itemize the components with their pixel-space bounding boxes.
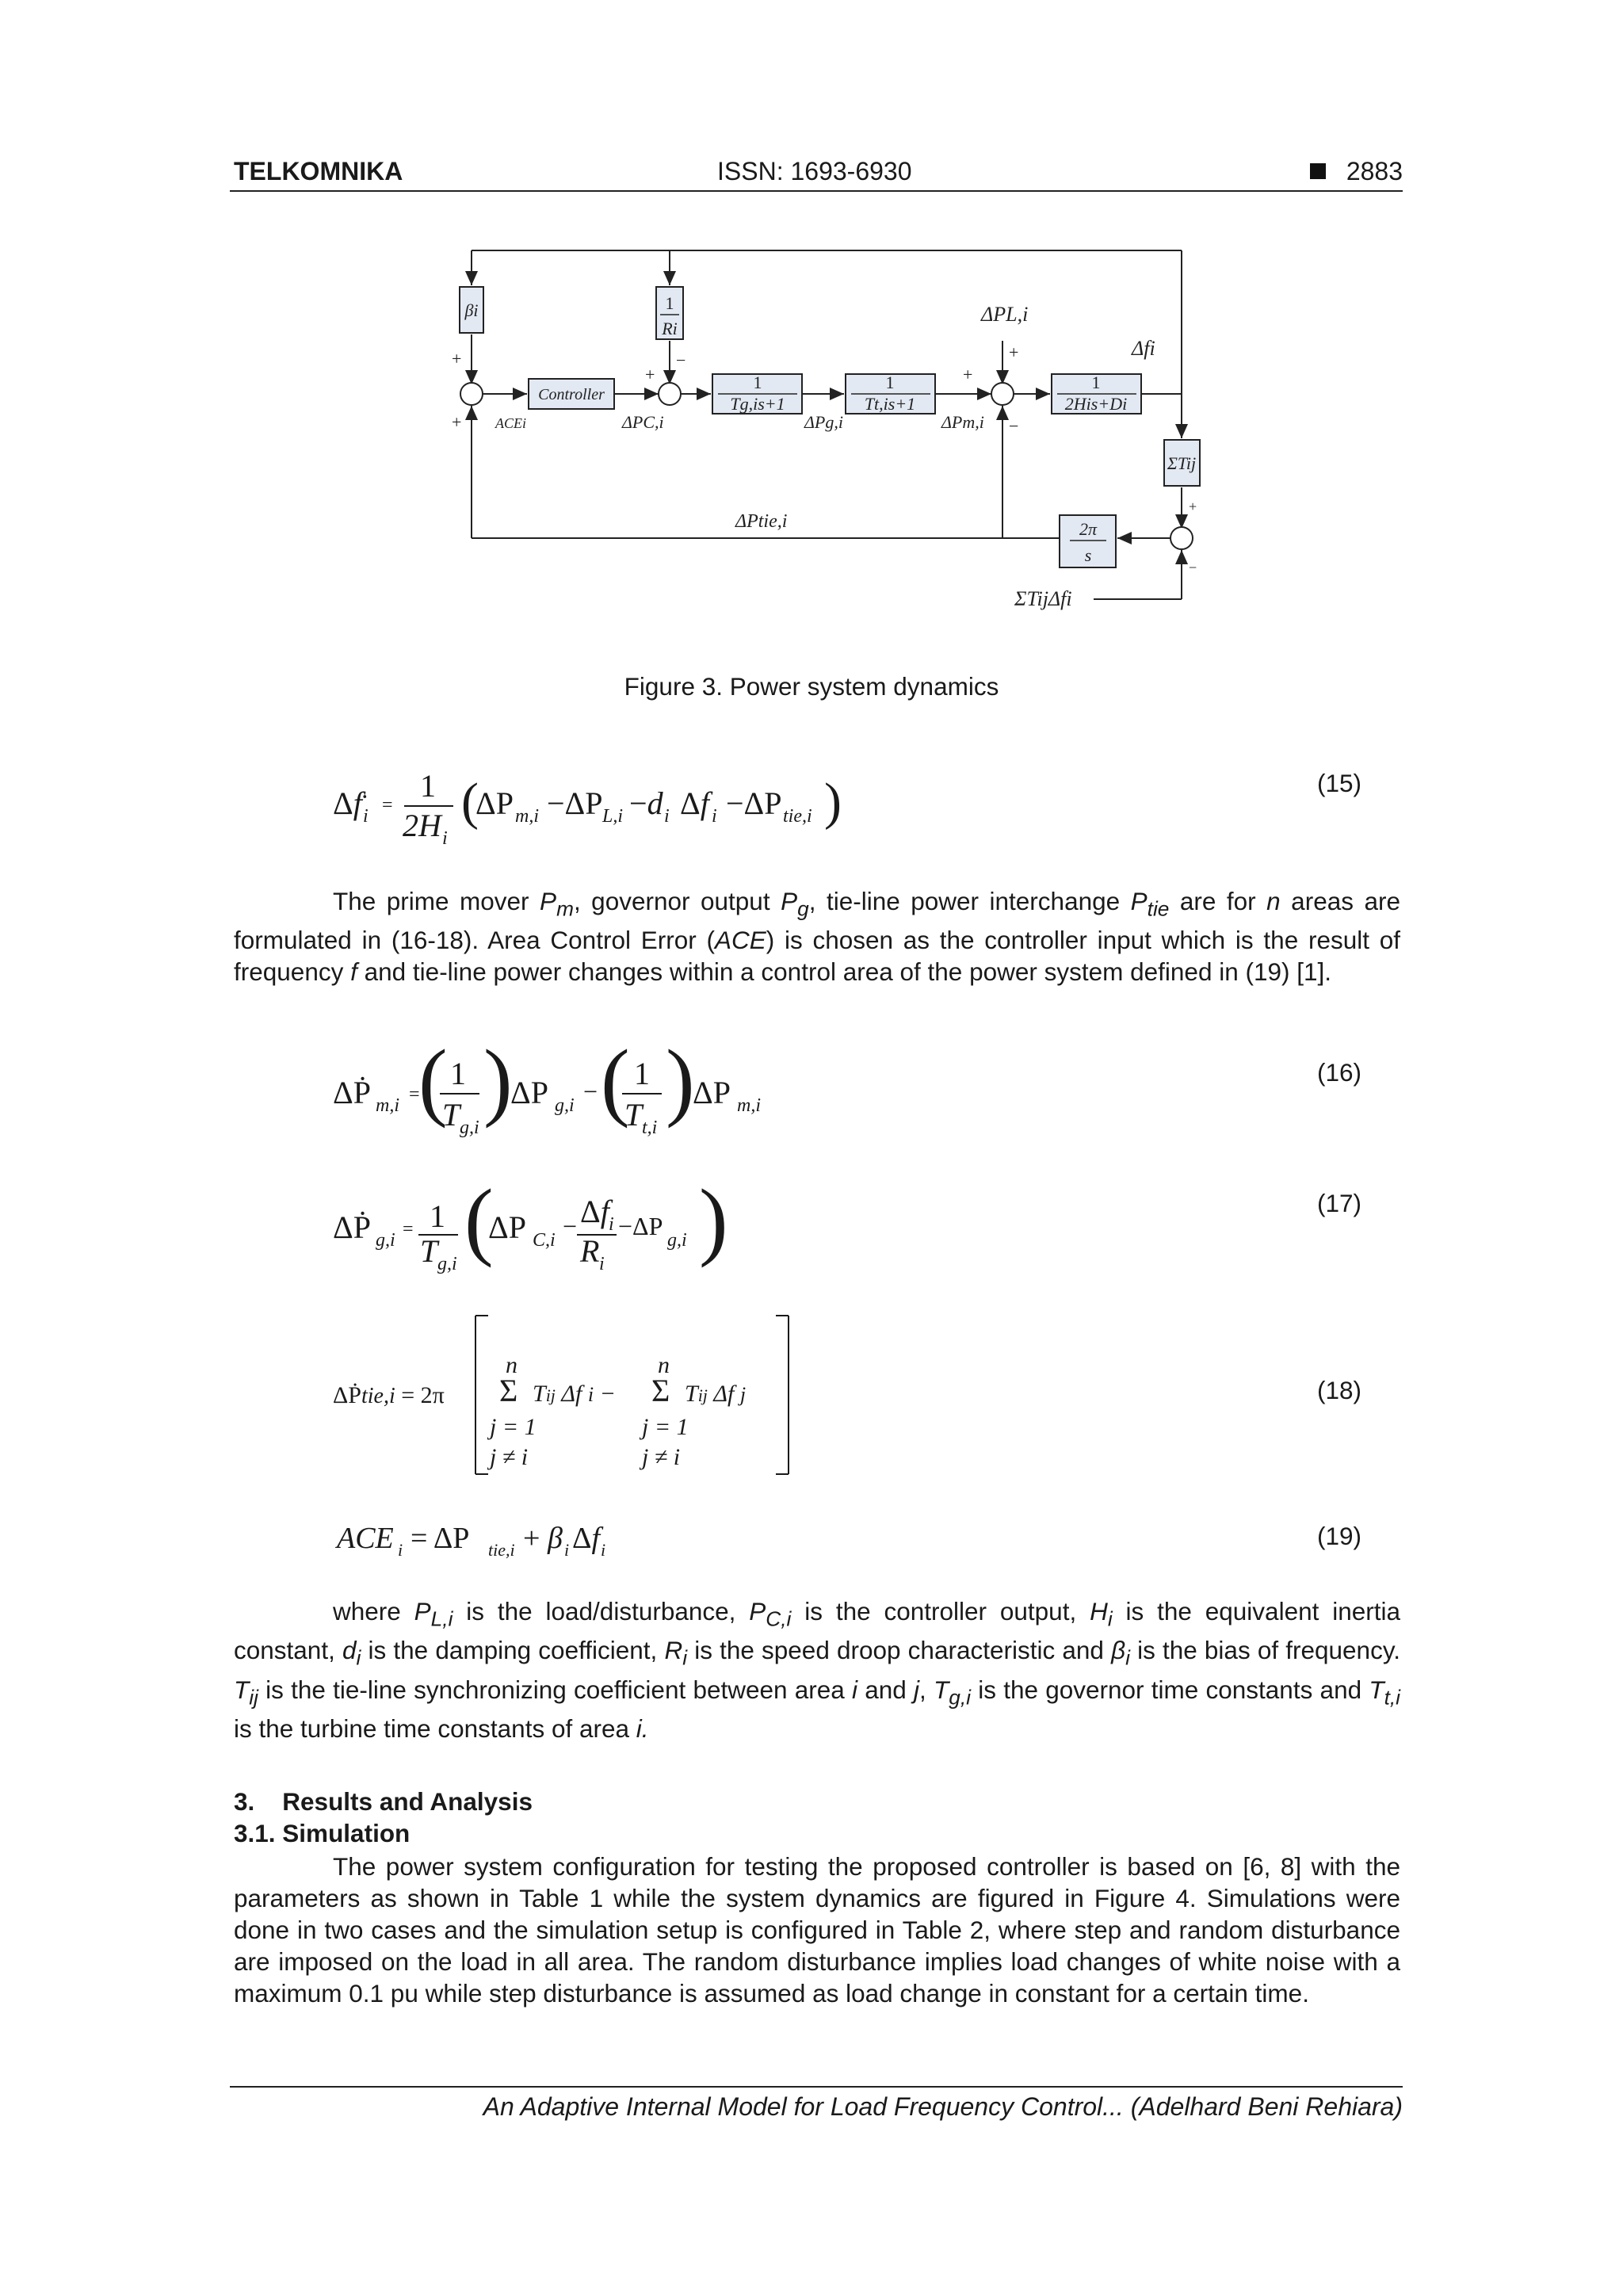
svg-text:i: i [601,1540,606,1560]
svg-text:i: i [712,806,717,827]
svg-text:g,i: g,i [437,1254,457,1274]
svg-text:−: − [1009,416,1019,436]
svg-text:m,i: m,i [737,1095,761,1116]
svg-text:m,i: m,i [376,1095,399,1116]
svg-text:1: 1 [430,1198,445,1234]
svg-text:i: i [664,806,670,827]
square-bullet-icon [1310,163,1326,179]
svg-text:Δf: Δf [572,1522,600,1555]
svg-text:Δfi: Δfi [1132,337,1155,360]
svg-text:j = 1: j = 1 [642,1414,689,1440]
svg-text:): ) [824,773,842,831]
svg-text:ΔP: ΔP [475,785,514,821]
svg-text:L,i: L,i [602,806,624,827]
svg-text:(: ( [464,1173,494,1268]
svg-text:=: = [409,1084,420,1105]
svg-text:ΔPL,i: ΔPL,i [981,303,1029,326]
page-number-text: 2883 [1346,157,1403,185]
svg-text:1: 1 [634,1056,650,1091]
svg-text:T: T [442,1097,460,1133]
svg-text:): ) [699,1173,728,1268]
svg-text:Ri: Ri [662,319,678,338]
svg-text:Δf: Δf [580,1194,609,1229]
svg-text:+: + [645,365,655,384]
svg-text:i: i [599,1254,605,1274]
svg-text:ΔPC,i: ΔPC,i [622,412,664,432]
svg-text:Σ: Σ [499,1373,518,1408]
svg-text:i: i [363,806,369,827]
svg-text:−ΔP: −ΔP [726,785,782,821]
equation-number-16: (16) [1316,1058,1361,1087]
svg-text:n: n [658,1352,670,1378]
svg-text:−ΔP: −ΔP [618,1212,663,1240]
equation-17 [325,1173,816,1276]
svg-text:tie,i: tie,i [783,806,812,827]
svg-text:): ) [666,1038,695,1129]
svg-text:ΔPm,i: ΔPm,i [941,412,984,432]
svg-text:Δf: Δf [333,785,362,821]
paragraph-definitions: where $P_{L,i}$ is the load/disturbance, $P_{C,i}$ is the controller output, $H_i$ is the equivalent inertia constant, $d_i$ is the damping coefficient, $R_i$ is the speed droop characteristic and $\beta_i$ is the bias of frequency. $T_{ij}$ is the tie-line synchronizing coefficient between area i and j, $T_{g,i}$ is the governor time constants and $T_{t,i}$ is the turbine time constants of area i. [234,1597,1401,1743]
block-diagram [444,238,1236,634]
svg-text:t,i: t,i [642,1117,658,1138]
svg-text:i: i [609,1214,614,1235]
svg-text:Tij Δf j: Tij Δf j [685,1381,747,1407]
equation-number-15: (15) [1316,769,1361,797]
svg-text:= ΔP: = ΔP [411,1522,470,1555]
svg-text:(: ( [601,1038,630,1129]
svg-text:+: + [452,412,462,432]
journal-name: TELKOMNIKA [234,157,403,185]
svg-text:+: + [452,349,462,369]
svg-text:ΣTij: ΣTij [1167,453,1197,473]
svg-text:s: s [1084,545,1092,565]
equation-18 [325,1308,816,1482]
svg-text:n: n [506,1352,517,1378]
svg-text:T: T [624,1097,643,1133]
svg-text:−ΔP: −ΔP [547,785,603,821]
equation-number-17: (17) [1316,1189,1361,1217]
svg-text:1: 1 [1091,372,1101,392]
svg-text:Tt,is+1: Tt,is+1 [864,394,916,414]
svg-text:ΔP: ΔP [510,1075,548,1110]
svg-text:j ≠ i: j ≠ i [490,1444,529,1470]
svg-text:m,i: m,i [515,806,539,827]
svg-text:ΔPtie,i: ΔPtie,i [735,511,788,532]
svg-text:−: − [1189,560,1197,575]
svg-text:=: = [382,795,393,816]
svg-text:i: i [442,828,448,844]
svg-text:+: + [1189,499,1197,514]
svg-text:j ≠ i: j ≠ i [642,1444,681,1470]
svg-text:1: 1 [450,1056,466,1091]
svg-text:Δf: Δf [680,785,709,821]
svg-text:2π: 2π [1079,519,1098,539]
svg-text:C,i: C,i [533,1230,556,1251]
svg-text:2His+Di: 2His+Di [1064,394,1128,414]
svg-text:i: i [564,1540,570,1560]
svg-text:−d: −d [629,785,663,821]
svg-text:T: T [420,1233,438,1269]
svg-text:ΔṖtie,i = 2π: ΔṖtie,i = 2π [333,1382,445,1408]
page-number [1310,157,1403,186]
header-rule [230,190,1403,192]
paragraph-intro: The prime mover $P_m$, governor output $P_g$, tie-line power interchange $P_{tie}$ are for n areas are formulated in (16-18). Area Control Error (ACE) is chosen as the controller input which is the result of frequency f and tie-line power changes within a control area of the power system defined in (19) [1]. [234,887,1400,987]
svg-text:+: + [963,365,973,384]
svg-text:+ β: + β [523,1522,563,1555]
svg-text:βi: βi [464,300,479,320]
svg-text:ACE: ACE [337,1522,394,1555]
paragraph-simulation [234,1851,1400,2009]
svg-text:−: − [676,350,686,370]
equation-15 [325,765,880,844]
svg-text:ΣTijΔfi: ΣTijΔfi [1014,587,1072,610]
svg-text:): ) [483,1038,513,1129]
svg-text:(: ( [461,773,479,831]
svg-text:tie,i: tie,i [488,1540,515,1560]
svg-text:+: + [1009,342,1019,362]
svg-text:g,i: g,i [555,1095,575,1116]
svg-text:g,i: g,i [460,1117,479,1138]
paragraph-simulation-text: The power system configuration for testing the proposed controller is based on [6, 8] with the parameters as shown in Table 1 while the system dynamics are figured in Figure 4. Simulations were done in two cases and the simulation setup is configured in Table 2, where step and random disturbance are imposed on the load in all area. The random disturbance implies load changes of white noise with a maximum 0.1 pu while step disturbance is assumed as load change in constant for a certain time. [234,1852,1400,2008]
footer-citation: An Adaptive Internal Model for Load Frequency Control... (Adelhard Beni Rehiara) [483,2092,1403,2121]
svg-text:ΔṖ: ΔṖ [333,1209,371,1245]
svg-text:=: = [403,1219,414,1240]
figure-caption: Figure 3. Power system dynamics [624,672,999,701]
svg-text:j = 1: j = 1 [490,1414,537,1440]
svg-text:ΔP: ΔP [693,1075,731,1110]
svg-text:−: − [563,1212,578,1240]
svg-text:̇ [363,795,367,798]
svg-text:ACEi: ACEi [495,415,526,431]
svg-text:Tg,is+1: Tg,is+1 [730,394,785,414]
svg-text:ΔPg,i: ΔPg,i [804,412,843,432]
svg-text:Controller: Controller [538,386,605,403]
footer-rule [230,2086,1403,2088]
equation-number-19: (19) [1316,1522,1361,1550]
svg-text:Σ: Σ [651,1373,670,1408]
svg-text:ΔṖ: ΔṖ [333,1075,371,1110]
issn: ISSN: 1693-6930 [717,157,912,185]
equation-number-18: (18) [1316,1376,1361,1404]
svg-text:i: i [398,1540,403,1560]
equation-19 [333,1510,650,1565]
section-heading-results: 3. Results and Analysis [234,1787,533,1816]
svg-text:1: 1 [885,372,895,392]
svg-text:(: ( [418,1038,448,1129]
svg-text:g,i: g,i [667,1230,687,1251]
svg-text:Tij Δf i −: Tij Δf i − [533,1381,616,1407]
svg-text:R: R [580,1233,600,1269]
svg-text:1: 1 [753,372,762,392]
svg-text:1: 1 [420,768,436,804]
equation-16 [325,1038,816,1141]
section-heading-simulation: 3.1. Simulation [234,1819,411,1847]
svg-text:−: − [583,1077,598,1106]
svg-text:2H: 2H [403,808,441,843]
svg-text:ΔP: ΔP [488,1209,526,1245]
svg-text:g,i: g,i [376,1230,395,1251]
svg-text:1: 1 [665,293,674,313]
